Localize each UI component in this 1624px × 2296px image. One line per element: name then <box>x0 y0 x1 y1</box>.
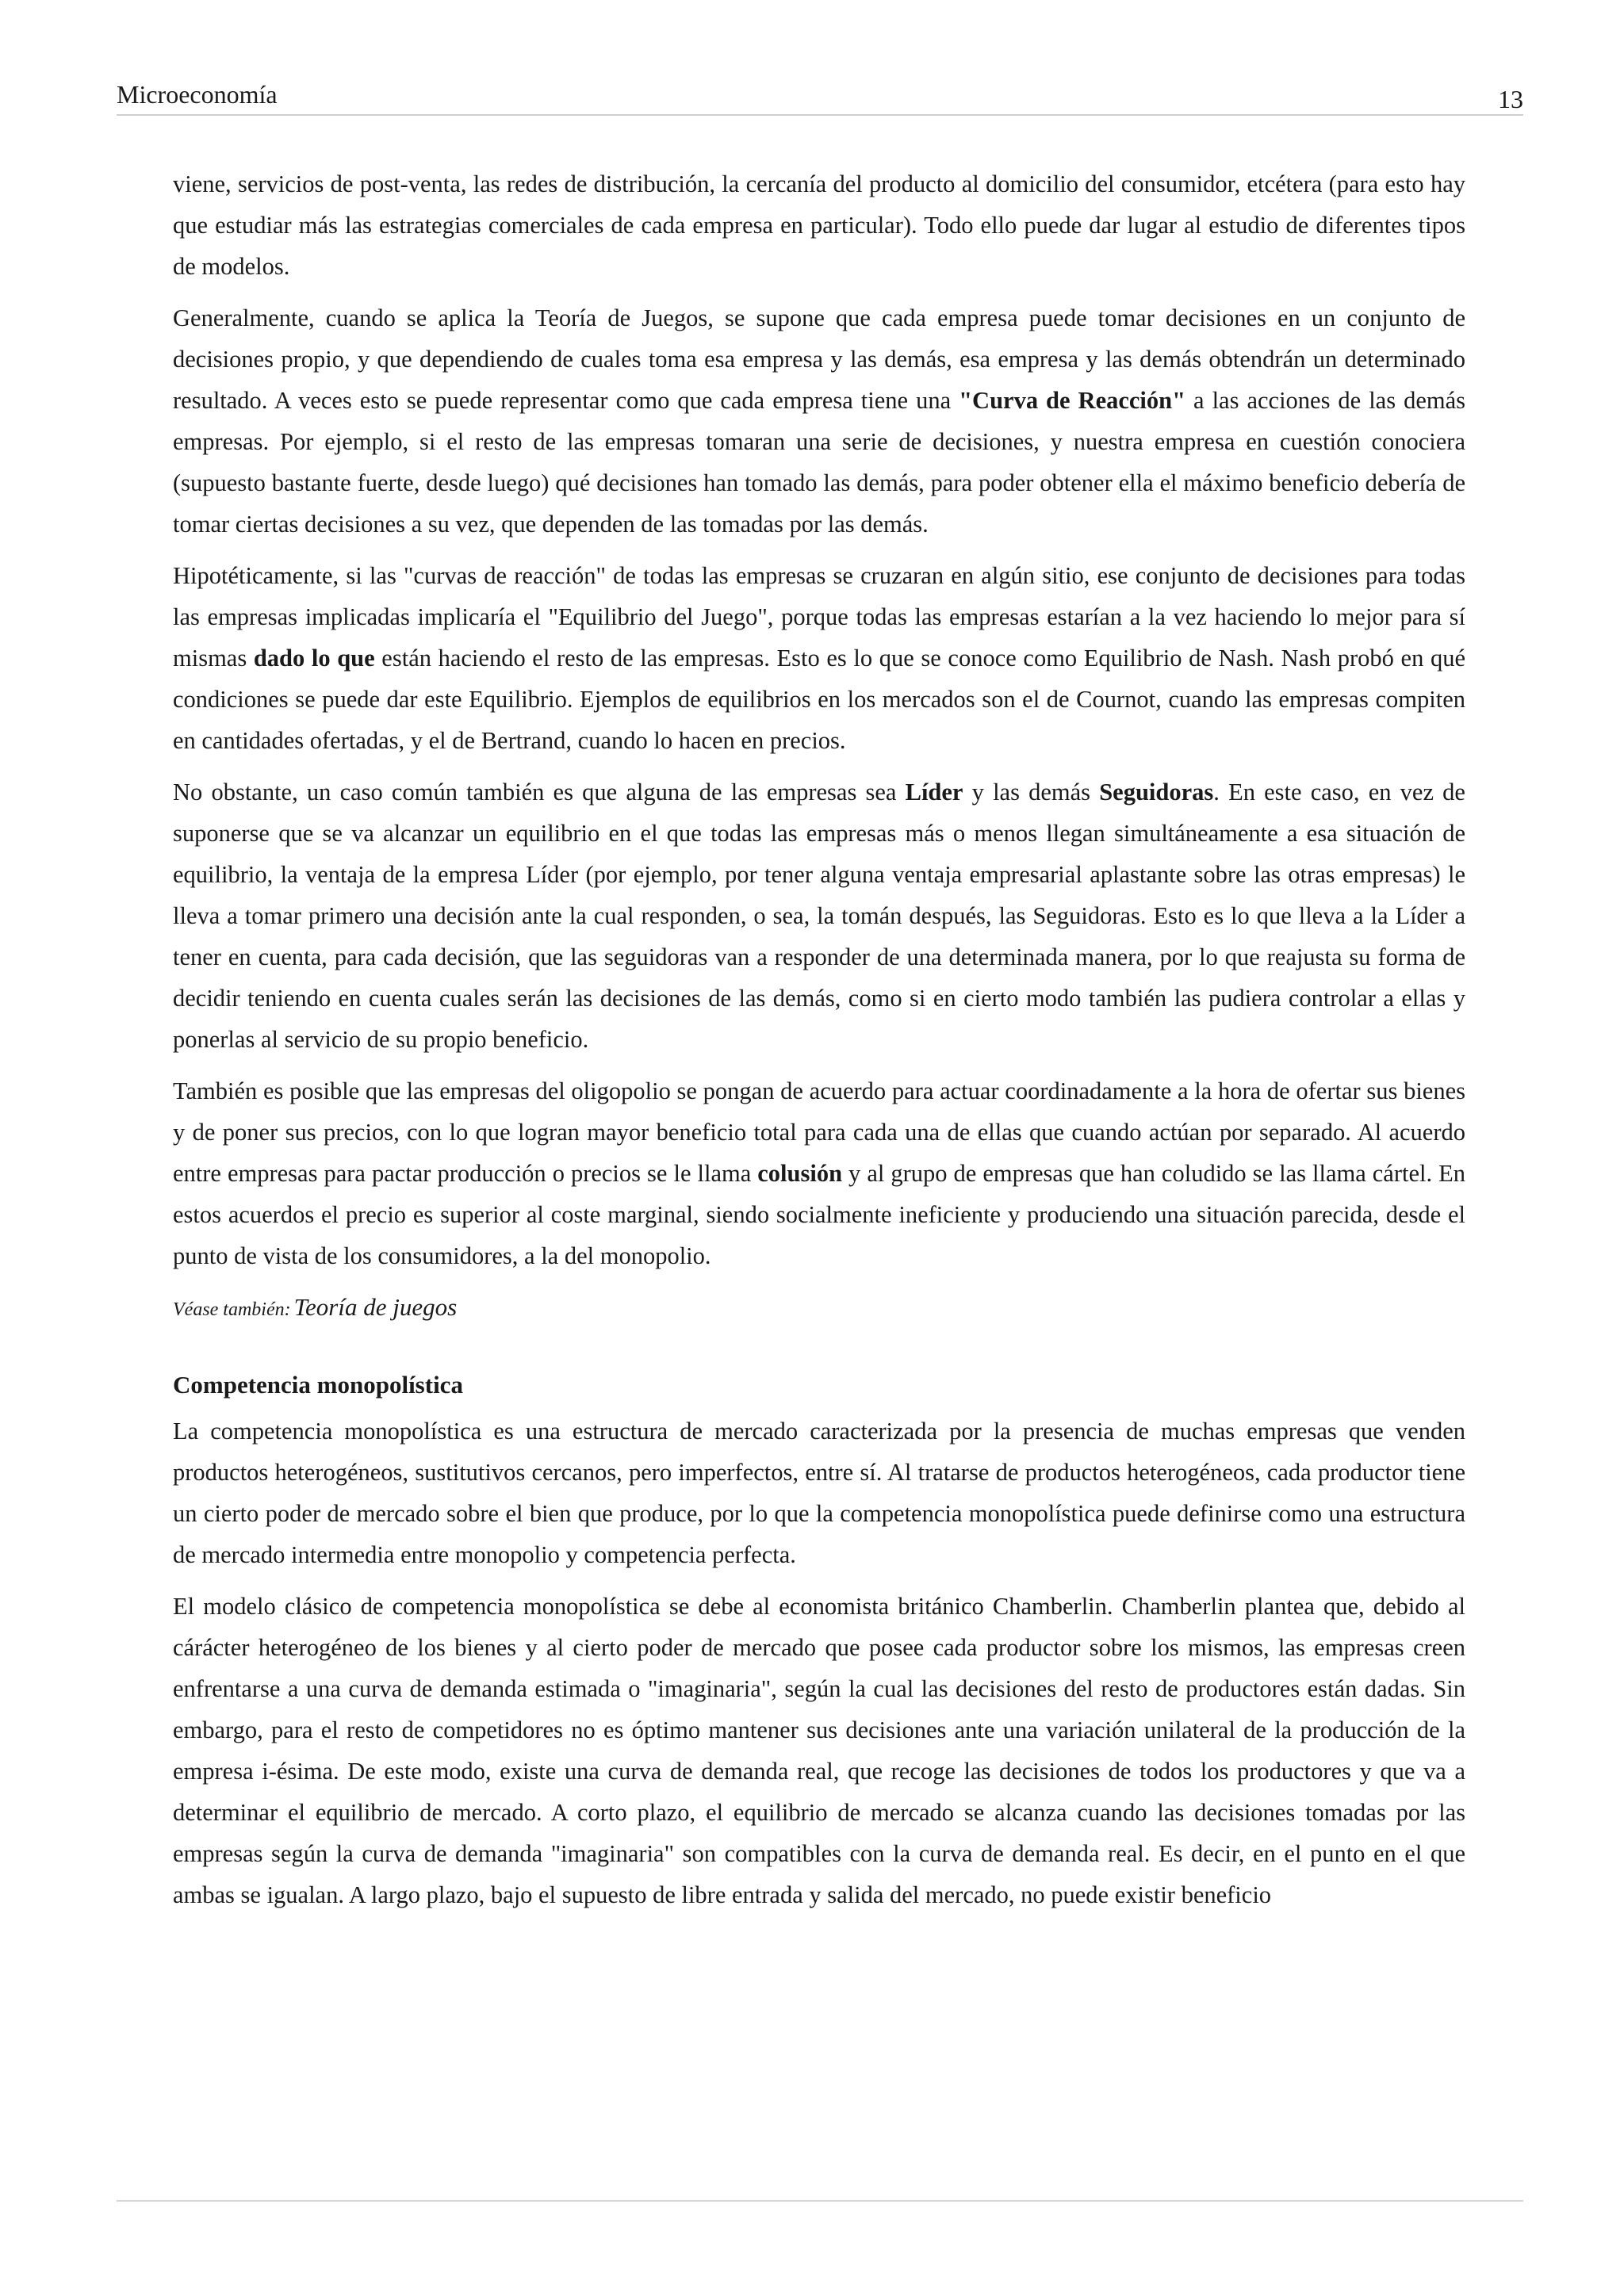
paragraph-text: a las acciones de las demás empresas. Por ejemplo, si el resto de las empresas tomaran una serie de decisiones, y nuestra empresa en cuestión conociera (supuesto bastante fuerte, desde luego) qué decisiones han tomado las demás, para poder obtener ella el máximo beneficio debería de tomar ciertas decisiones a su vez, que dependen de las tomadas por las demás. <box>173 387 1466 538</box>
see-also <box>173 1287 1465 1333</box>
paragraph-text: viene, servicios de post-venta, las redes de distribución, la cercanía del producto al domicilio del consumidor, etcétera (para esto hay que estudiar más las estrategias comerciales de cada empresa en particular). Todo ello puede dar lugar al estudio de diferentes tipos de modelos. <box>173 170 1465 280</box>
page-number: 13 <box>1498 85 1523 113</box>
paragraph-reaction-curve <box>173 297 1465 545</box>
paragraph-text: están haciendo el resto de las empresas. Esto es lo que se conoce como Equilibrio de Nash. Nash probó en qué condiciones se puede dar este Equilibrio. Ejemplos de equilibrios en los mercados son el de Cournot, cuando las empresas compiten en cantidades ofertadas, y el de Bertrand, cuando lo hacen en precios. <box>173 645 1465 754</box>
paragraph-leader-follower <box>173 771 1465 1060</box>
bold-term: dado lo que <box>253 645 375 672</box>
bold-term: Seguidoras <box>1099 779 1214 806</box>
see-also-label: Véase también: <box>173 1299 291 1320</box>
paragraph-nash-equilibrium <box>173 555 1465 761</box>
footer-rule <box>117 2200 1523 2202</box>
page-header <box>117 79 1523 116</box>
running-title: Microeconomía <box>117 80 278 109</box>
paragraph-text: y al grupo de empresas que han coludido se las llama cártel. En estos acuerdos el precio es superior al coste marginal, siendo socialmente ineficiente y produciendo una situación parecida, desde el punto de vista de los consumidores, a la del monopolio. <box>173 1160 1465 1269</box>
paragraph-text: La competencia monopolística es una estructura de mercado caracterizada por la presencia de muchas empresas que venden productos heterogéneos, sustitutivos cercanos, pero imperfectos, entre sí. Al tratarse de productos heterogéneos, cada productor tiene un cierto poder de mercado sobre el bien que produce, por lo que la competencia monopolística puede definirse como una estructura de mercado intermedia entre monopolio y competencia perfecta. <box>173 1418 1465 1568</box>
paragraph-continuation <box>173 163 1465 287</box>
paragraph-collusion <box>173 1070 1465 1276</box>
paragraph-text: El modelo clásico de competencia monopolística se debe al economista británico Chamberlin. Chamberlin plantea que, debido al cárácter heterogéneo de los bienes y al cierto poder de mercado que posee cada productor sobre los mismos, las empresas creen enfrentarse a una curva de demanda estimada o "imaginaria", según la cual las decisiones del resto de productores están dadas. Sin embargo, para el resto de competidores no es óptimo mantener sus decisiones ante una variación unilateral de la producción de la empresa i-ésima. De este modo, existe una curva de demanda real, que recoge las decisiones de todos los productores y que va a determinar el equilibrio de mercado. A corto plazo, el equilibrio de mercado se alcanza cuando las decisiones tomadas por las empresas según la curva de demanda "imaginaria" son compatibles con la curva de demanda real. Es decir, en el punto en el que ambas se igualan. A largo plazo, bajo el supuesto de libre entrada y salida del mercado, no puede existir beneficio <box>173 1593 1465 1908</box>
section-heading: Competencia monopolística <box>173 1371 463 1399</box>
bold-term: colusión <box>757 1160 843 1187</box>
paragraph-text: Hipotéticamente, si las "curvas de reacción" de todas las empresas se cruzaran en algún sitio, ese conjunto de decisiones para todas las empresas implicadas implicaría el "Equilibrio del Juego", porque todas las empresas estarían a la vez haciendo lo mejor para sí mismas <box>173 562 1465 672</box>
see-also-link[interactable]: Teoría de juegos <box>293 1293 458 1321</box>
page-body <box>173 163 1465 1926</box>
bold-term: "Curva de Reacción" <box>959 387 1186 414</box>
paragraph-text: . En este caso, en vez de suponerse que se va alcanzar un equilibrio en el que todas las empresas más o menos llegan simultáneamente a esa situación de equilibrio, la ventaja de la empresa Líder (por ejemplo, por tener alguna ventaja empresarial aplastante sobre las otras empresas) le lleva a tomar primero una decisión ante la cual responden, o sea, la tomán después, las Seguidoras. Esto es lo que lleva a la Líder a tener en cuenta, para cada decisión, que las seguidoras van a responder de una determinada manera, por lo que reajusta su forma de decidir teniendo en cuenta cuales serán las decisiones de las demás, como si en cierto modo también las pudiera controlar a ellas y ponerlas al servicio de su propio beneficio. <box>173 779 1465 1053</box>
paragraph-text: No obstante, un caso común también es que alguna de las empresas sea <box>173 779 906 806</box>
paragraph-monopolistic-definition <box>173 1410 1465 1575</box>
paragraph-chamberlin-model <box>173 1586 1465 1915</box>
paragraph-text: Generalmente, cuando se aplica la Teoría de Juegos, se supone que cada empresa puede tomar decisiones en un conjunto de decisiones propio, y que dependiendo de cuales toma esa empresa y las demás, esa empresa y las demás obtendrán un determinado resultado. A veces esto se puede representar como que cada empresa tiene una <box>173 304 1465 414</box>
paragraph-text: También es posible que las empresas del oligopolio se pongan de acuerdo para actuar coordinadamente a la hora de ofertar sus bienes y de poner sus precios, con lo que logran mayor beneficio total para cada una de ellas que cuando actúan por separado. Al acuerdo entre empresas para pactar producción o precios se le llama <box>173 1077 1465 1187</box>
paragraph-text: y las demás <box>963 779 1100 806</box>
bold-term: Líder <box>905 779 963 806</box>
